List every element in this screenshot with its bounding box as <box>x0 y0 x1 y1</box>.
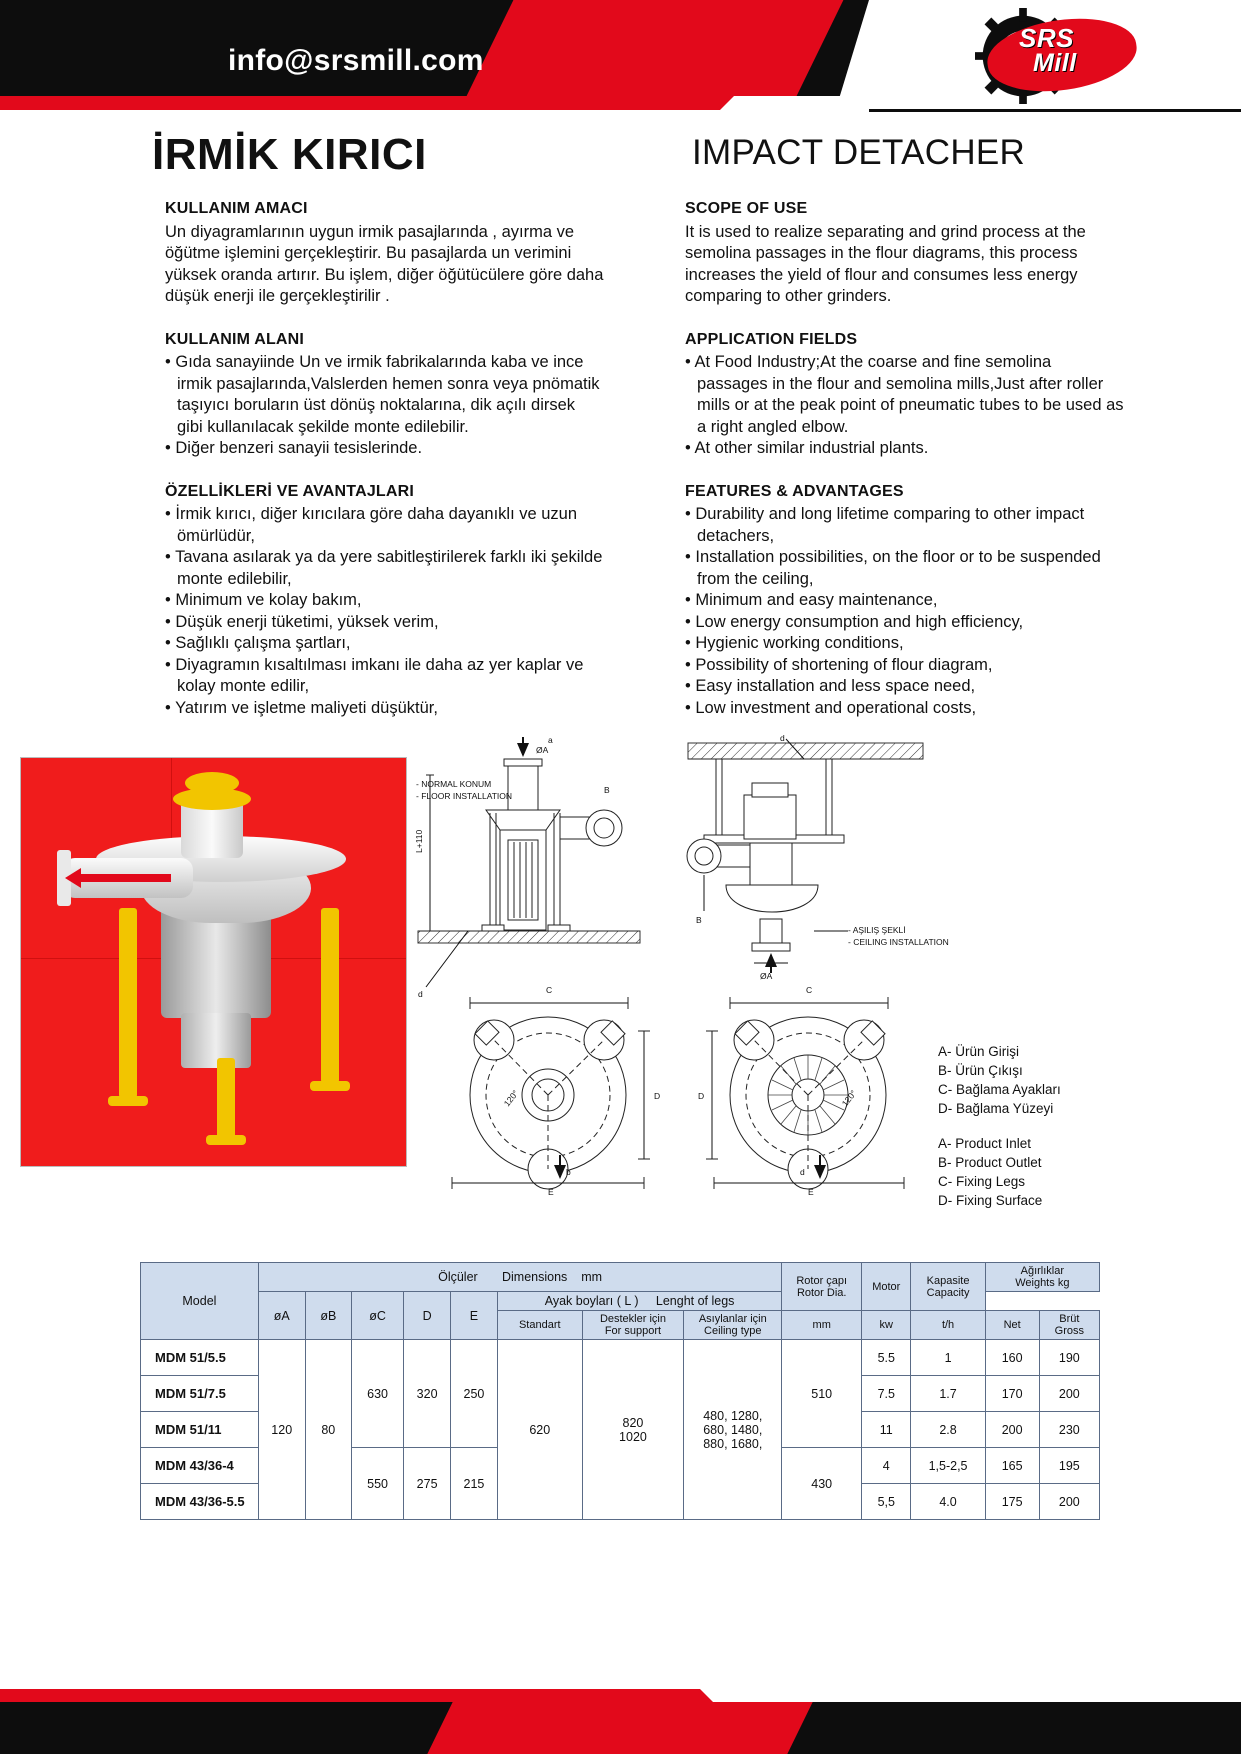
th-support-tr: Destekler için <box>599 1313 666 1325</box>
cell-gross: 190 <box>1039 1340 1099 1376</box>
th-weights-en: Weights <box>1015 1277 1055 1289</box>
cell-motor: 7.5 <box>862 1376 911 1412</box>
dim-angle-left: 120° <box>501 1088 521 1109</box>
product-photo <box>20 757 407 1167</box>
dim-b-marker: b <box>566 1167 571 1177</box>
th-weights-unit: kg <box>1057 1277 1070 1289</box>
tr-features-item: • Tavana asılarak ya da yere sabitleştirilerek farklı iki şekilde monte edilebilir, <box>165 548 603 588</box>
th-oc: øC <box>351 1292 403 1340</box>
tr-fields-heading: KULLANIM ALANI <box>165 330 305 348</box>
tr-scope-text: Un diyagramlarının uygun irmik pasajlarında , ayırma ve öğütme işlemini gerçekleştirir. Bu pasajlarda un verimini yüksek oranda artırır. Bu işlem, diğer öğütücülere göre daha düşük enerji ile gerçekleştirilir . <box>165 222 604 305</box>
cell-motor: 5.5 <box>862 1340 911 1376</box>
th-motor-unit: kw <box>862 1311 911 1340</box>
th-standart: Standart <box>497 1311 582 1340</box>
cell-capacity: 1 <box>911 1340 985 1376</box>
th-dimensions <box>258 1263 782 1292</box>
legend-item-en: D- Fixing Surface <box>938 1193 1043 1208</box>
cell-gross: 230 <box>1039 1412 1099 1448</box>
th-capacity-tr: Kapasite <box>926 1274 970 1287</box>
logo-box <box>866 0 1241 112</box>
machine-foot <box>206 1135 246 1145</box>
th-motor: Motor <box>862 1263 911 1311</box>
dim-c-left: C <box>546 985 553 995</box>
cell-model: MDM 51/5.5 <box>141 1340 259 1376</box>
spec-table-body <box>141 1340 1100 1520</box>
en-features-item: • Minimum and easy maintenance, <box>685 591 938 609</box>
cell-model: MDM 51/11 <box>141 1412 259 1448</box>
machine-motor <box>161 908 271 1018</box>
th-ceiling-tr: Asıylanlar için <box>698 1313 767 1325</box>
dim-e-right: E <box>808 1187 814 1197</box>
cell-motor: 4 <box>862 1448 911 1484</box>
th-rotor-unit: mm <box>782 1311 862 1340</box>
tr-fields-item: • Gıda sanayiinde Un ve irmik fabrikalarında kaba ve ince irmik pasajlarında,Valslerden hemen sonra veya pnömatik taşıyıcı boruların üst dönüş noktalarına, dik açılı dirsek gibi kullanılacak şekilde monte edilebilir. <box>165 353 600 436</box>
th-gross-en: Gross <box>1054 1325 1084 1337</box>
machine-motor-base <box>181 1013 251 1068</box>
page-title-en: IMPACT DETACHER <box>692 133 1026 172</box>
dim-l110: L+110 <box>414 829 424 853</box>
cell-ceiling-3: 880, 1680, <box>703 1436 763 1451</box>
dim-angle-right: 120° <box>839 1088 859 1109</box>
logo-line-1: SRS <box>1019 23 1074 53</box>
cell-ceiling-1: 480, 1280, <box>703 1408 763 1423</box>
en-scope-heading: SCOPE OF USE <box>685 200 808 217</box>
en-features-item: • Durability and long lifetime comparing to other impact detachers, <box>685 505 1085 545</box>
footer-red-slash <box>427 1702 812 1754</box>
en-features-item: • Hygienic working conditions, <box>685 634 904 652</box>
tr-scope-heading: KULLANIM AMACI <box>165 200 308 217</box>
label-normal-konum: - NORMAL KONUM <box>416 779 492 789</box>
cell-oa: 120 <box>258 1340 305 1520</box>
cell-net: 160 <box>985 1340 1039 1376</box>
en-fields-item: • At other similar industrial plants. <box>685 439 929 457</box>
th-capacity-en: Capacity <box>926 1286 970 1299</box>
th-d: D <box>404 1292 451 1340</box>
dim-d-leader-right: d <box>780 733 785 743</box>
dim-oa-top: ØA <box>536 745 549 755</box>
cell-motor: 11 <box>862 1412 911 1448</box>
th-ceiling <box>684 1311 782 1340</box>
en-features-item: • Installation possibilities, on the floor or to be suspended from the ceiling, <box>685 548 1101 588</box>
en-features-item: • Low energy consumption and high efficiency, <box>685 612 1024 631</box>
label-floor-installation: - FLOOR INSTALLATION <box>416 791 513 801</box>
th-legs <box>497 1292 781 1311</box>
cell-model: MDM 43/36-4 <box>141 1448 259 1484</box>
cell-capacity: 2.8 <box>911 1412 985 1448</box>
contact-email: info@srsmill.com <box>228 44 484 77</box>
logo-line-2: Mill <box>1033 49 1077 77</box>
dim-a-marker: a <box>548 735 553 745</box>
flow-arrow-icon <box>79 874 171 882</box>
cell-e-bot: 215 <box>451 1448 498 1520</box>
dim-c-right: C <box>806 985 813 995</box>
dim-oa-right: ØA <box>760 971 773 981</box>
cell-net: 200 <box>985 1412 1039 1448</box>
cell-model: MDM 43/36-5.5 <box>141 1484 259 1520</box>
machine-foot <box>310 1081 350 1091</box>
machine-leg <box>119 908 137 1098</box>
machine-foot <box>108 1096 148 1106</box>
th-rotor-en: Rotor Dia. <box>796 1286 847 1299</box>
cell-d-top: 320 <box>404 1340 451 1448</box>
label-ceiling-installation: - CEILING INSTALLATION <box>848 937 949 947</box>
th-e: E <box>451 1292 498 1340</box>
spec-table-wrapper <box>140 1262 1100 1520</box>
th-capacity <box>911 1263 985 1311</box>
footer-red-line <box>0 1689 700 1702</box>
th-ceiling-en: Ceiling type <box>704 1325 762 1337</box>
en-fields-item: • At Food Industry;At the coarse and fine semolina passages in the flour and semolina mills,Just after roller mills or at the peak point of pneumatic tubes to be used as a right angled elbow. <box>685 353 1124 436</box>
cell-net: 170 <box>985 1376 1039 1412</box>
en-features-heading: FEATURES & ADVANTAGES <box>685 482 904 500</box>
th-dimensions-en: Dimensions <box>502 1270 568 1284</box>
legend-item-tr: C- Bağlama Ayakları <box>938 1082 1061 1097</box>
cell-net: 165 <box>985 1448 1039 1484</box>
cell-capacity: 1,5-2,5 <box>911 1448 985 1484</box>
legend-item-en: B- Product Outlet <box>938 1155 1042 1170</box>
cell-ob: 80 <box>305 1340 351 1520</box>
dim-e-left: E <box>548 1187 554 1197</box>
cell-gross: 195 <box>1039 1448 1099 1484</box>
label-asilis-sekli: - AŞILIŞ ŞEKLİ <box>848 925 906 935</box>
legend-item-en: A- Product Inlet <box>938 1136 1032 1151</box>
dim-b-right: B <box>696 915 702 925</box>
tr-features-heading: ÖZELLİKLERİ VE AVANTAJLARI <box>165 482 415 500</box>
table-header-row-1 <box>141 1263 1100 1292</box>
th-capacity-unit: t/h <box>911 1311 985 1340</box>
page-footer <box>0 1664 1241 1754</box>
dim-d-right: D <box>698 1091 705 1101</box>
tr-features-item: • İrmik kırıcı, diğer kırıcılara göre daha dayanıklı ve uzun ömürlüdür, <box>165 505 578 545</box>
th-rotor <box>782 1263 862 1311</box>
en-features-item: • Low investment and operational costs, <box>685 698 977 717</box>
cell-gross: 200 <box>1039 1376 1099 1412</box>
th-gross-tr: Brüt <box>1059 1313 1080 1325</box>
dim-d-marker: d <box>800 1167 805 1177</box>
th-dimensions-unit: mm <box>581 1270 603 1284</box>
en-features-item: • Easy installation and less space need, <box>685 677 976 695</box>
content-column-tr <box>165 198 605 719</box>
cell-oc-bot: 550 <box>351 1448 403 1520</box>
header-red-underline <box>0 96 720 110</box>
legend-item-tr: D- Bağlama Yüzeyi <box>938 1101 1054 1116</box>
cell-rotor-top: 510 <box>782 1340 862 1448</box>
th-ob: øB <box>305 1292 351 1340</box>
cell-rotor-bot: 430 <box>782 1448 862 1520</box>
cell-oc-top: 630 <box>351 1340 403 1448</box>
cell-support-1: 820 <box>622 1415 644 1430</box>
th-rotor-tr: Rotor çapı <box>796 1274 848 1287</box>
cell-motor: 5,5 <box>862 1484 911 1520</box>
tr-fields-item: • Diğer benzeri sanayii tesislerinde. <box>165 439 423 457</box>
plan-view-left <box>452 997 650 1189</box>
dim-d-leader-left: d <box>418 989 423 999</box>
cell-ceiling <box>684 1340 782 1520</box>
machine-leg <box>217 1058 235 1138</box>
technical-drawing-svg <box>408 733 968 1197</box>
cell-support-2: 1020 <box>619 1429 647 1444</box>
th-model: Model <box>141 1263 259 1340</box>
spec-table <box>140 1262 1100 1520</box>
cell-capacity: 4.0 <box>911 1484 985 1520</box>
dim-d-left: D <box>654 1091 661 1101</box>
drawing-legend <box>938 1042 1061 1210</box>
legend-item-tr: A- Ürün Girişi <box>938 1044 1020 1059</box>
th-legs-en: Lenght of legs <box>655 1294 735 1308</box>
th-dimensions-tr: Ölçüler <box>438 1270 478 1284</box>
technical-drawing <box>408 733 968 1197</box>
th-gross <box>1039 1311 1099 1340</box>
content-column-en <box>685 198 1125 719</box>
th-legs-tr: Ayak boyları ( L ) <box>544 1294 639 1308</box>
en-scope-text: It is used to realize separating and grind process at the semolina passages in the flour diagrams, this process increases the yield of flour and consumes less energy comparing to other grinders. <box>685 222 1086 305</box>
logo <box>957 6 1147 106</box>
th-net: Net <box>985 1311 1039 1340</box>
tr-features-item: • Minimum ve kolay bakım, <box>165 591 362 609</box>
cell-d-bot: 275 <box>404 1448 451 1520</box>
logo-text <box>1019 23 1077 77</box>
floor-installation-view <box>418 737 640 987</box>
th-weights-tr: Ağırlıklar <box>1020 1265 1065 1277</box>
page-header <box>0 0 1241 110</box>
th-oa: øA <box>258 1292 305 1340</box>
en-fields-heading: APPLICATION FIELDS <box>685 330 858 348</box>
th-weights <box>985 1263 1099 1292</box>
legend-item-en: C- Fixing Legs <box>938 1174 1026 1189</box>
cell-ceiling-2: 680, 1480, <box>703 1422 763 1437</box>
cell-support <box>582 1340 684 1520</box>
tr-features-item: • Yatırım ve işletme maliyeti düşüktür, <box>165 698 438 717</box>
cell-capacity: 1.7 <box>911 1376 985 1412</box>
en-features-item: • Possibility of shortening of flour diagram, <box>685 655 993 674</box>
table-row <box>141 1340 1100 1376</box>
tr-features-item: • Diyagramın kısaltılması imkanı ile daha az yer kaplar ve kolay monte edilir, <box>165 655 584 695</box>
machine-cap-upper <box>185 772 239 794</box>
cell-standart: 620 <box>497 1340 582 1520</box>
cell-model: MDM 51/7.5 <box>141 1376 259 1412</box>
th-support-en: For support <box>604 1325 662 1337</box>
tr-features-item: • Sağlıklı çalışma şartları, <box>165 634 351 652</box>
machine-leg <box>321 908 339 1083</box>
legend-spacer <box>938 1118 1061 1134</box>
th-support <box>582 1311 684 1340</box>
spec-table-head <box>141 1263 1100 1340</box>
page-title-tr: İRMİK KIRICI <box>152 130 427 179</box>
cell-e-top: 250 <box>451 1340 498 1448</box>
legend-item-tr: B- Ürün Çıkışı <box>938 1063 1023 1078</box>
tr-features-item: • Düşük enerji tüketimi, yüksek verim, <box>165 612 439 631</box>
cell-net: 175 <box>985 1484 1039 1520</box>
plan-view-right <box>706 997 904 1189</box>
dim-b-top: B <box>604 785 610 795</box>
header-red-slash <box>467 0 844 96</box>
cell-gross: 200 <box>1039 1484 1099 1520</box>
